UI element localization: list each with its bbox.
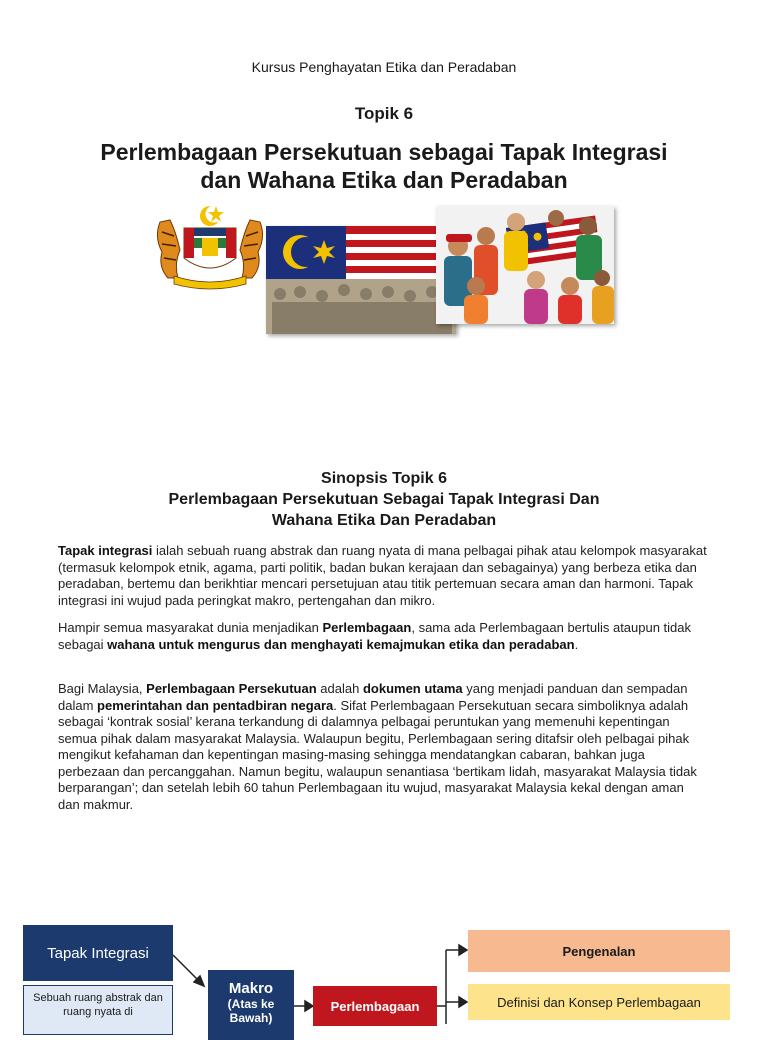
paragraph-perlembagaan-wahana (58, 620, 708, 653)
perlembagaan-box: Perlembagaan (313, 986, 437, 1026)
paragraph-text: yang menjadi panduan dan sempadan dalam (58, 681, 688, 713)
main-title (0, 138, 768, 194)
topic-label: Topik 6 (354, 104, 414, 123)
tapak-integrasi-box: Tapak Integrasi (23, 925, 173, 981)
term-perlembagaan: Perlembagaan (322, 620, 412, 635)
paragraph-text: . Sifat Perlembagaan Persekutuan secara simboliknya adalah sebagai ‘kontrak sosial’ kerana terkandung di dalamnya pelbagai peruntukan yang memenuhi kepentingan semua pihak dalam masyarakat Malaysia. Walaupun begitu, Perlembagaan sering ditafsir oleh pelbagai pihak mengikut kefahaman dan kepentingan masing-masing sehingga mendatangkan cabaran, bahkan juga perbezaan dan percanggahan. Namun begitu, walaupun senantiasa ‘bertikam lidah, masyarakat Malaysia tidak berparangan’; dan setelah lebih 60 tahun Perlembagaan itu wujud, masyarakat Malaysia kekal dengan aman dan makmur. (58, 697, 697, 812)
paragraph-text: , sama ada Perlembagaan bertulis ataupun tidak sebagai (58, 620, 692, 652)
makro-title: Makro (228, 980, 274, 997)
paragraph-text: ialah sebuah ruang abstrak dan ruang nyata di mana pelbagai pihak atau kelompok masyarakat (termasuk kelompok etnik, agama, parti politik, badan bukan kerajaan dan sebagainya) yang berbeza etika dan peradaban, bertemu dan berikhtiar mencari persetujuan atau titik pertemuan secara aman dan harmoni. Tapak integrasi ini wujud pada peringkat makro, pertengahan dan mikro. (58, 543, 707, 608)
paragraph-tapak-integrasi (58, 543, 708, 609)
coat-of-arms-icon (150, 202, 270, 290)
definisi-box: Definisi dan Konsep Perlembagaan (468, 984, 730, 1020)
people-photo (436, 206, 614, 324)
term-tapak-integrasi: Tapak integrasi (58, 543, 153, 558)
synopsis-heading-line1: Sinopsis Topik 6 (321, 470, 447, 487)
makro-subtitle: (Atas ke Bawah) (227, 997, 275, 1025)
course-title: Kursus Penghayatan Etika dan Peradaban (251, 59, 517, 75)
main-title-line1: Perlembagaan Persekutuan sebagai Tapak Integrasi (100, 139, 668, 165)
tapak-description-box: Sebuah ruang abstrak dan ruang nyata di (23, 985, 173, 1035)
paragraph-perlembagaan-persekutuan (58, 681, 708, 813)
pengenalan-box: Pengenalan (468, 930, 730, 972)
term-pemerintahan: pemerintahan dan pentadbiran negara (97, 697, 334, 713)
paragraph-text: Hampir semua masyarakat dunia menjadikan (58, 620, 323, 635)
term-wahana: wahana untuk mengurus dan menghayati kemajmukan etika dan peradaban (107, 636, 575, 652)
synopsis-heading-line2: Perlembagaan Persekutuan Sebagai Tapak Integrasi Dan (168, 491, 600, 508)
term-dokumen-utama: dokumen utama (362, 681, 463, 696)
synopsis-heading-line3: Wahana Etika Dan Peradaban (271, 512, 497, 529)
flag-photo (266, 226, 456, 334)
paragraph-text: . (574, 636, 579, 652)
term-perlembagaan-persekutuan: Perlembagaan Persekutuan (146, 681, 317, 696)
paragraph-text: Bagi Malaysia, (58, 681, 147, 696)
main-title-line2: dan Wahana Etika dan Peradaban (200, 167, 568, 193)
paragraph-text: adalah (316, 681, 363, 696)
makro-box (208, 970, 294, 1040)
synopsis-heading (0, 468, 768, 531)
